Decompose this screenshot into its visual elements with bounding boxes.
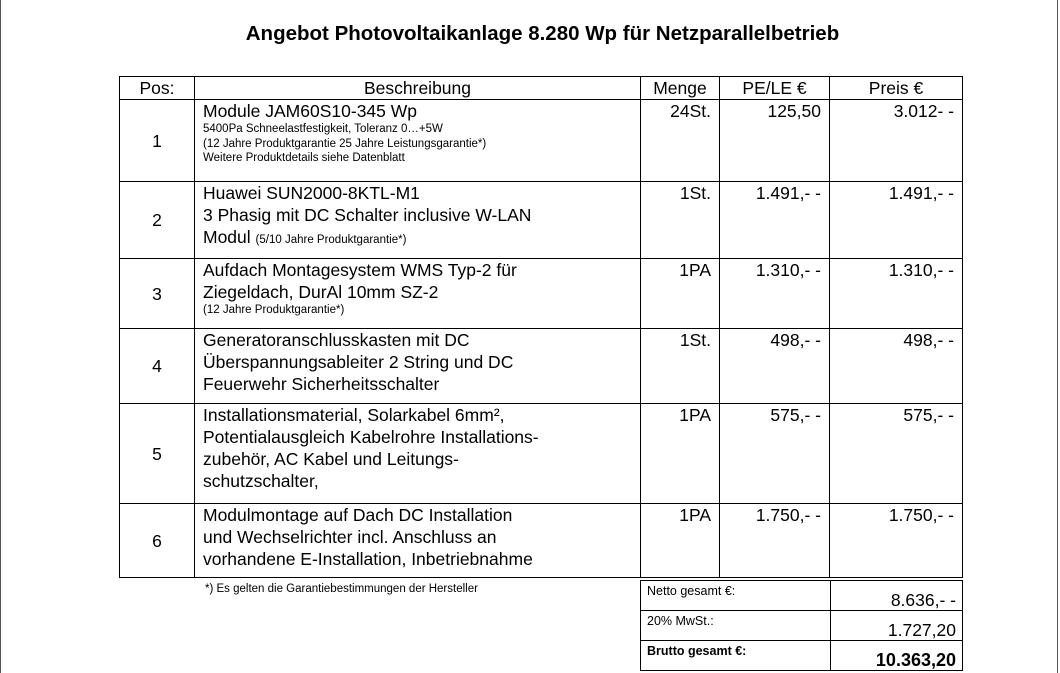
- netto-value: 8.636,- -: [831, 581, 963, 611]
- row-description: [195, 182, 641, 259]
- row-description: [195, 100, 641, 182]
- brutto-label: Brutto gesamt €:: [641, 641, 831, 671]
- table-row: [120, 100, 963, 182]
- row-description-line: 3 Phasig mit DC Schalter inclusive W-LAN: [203, 205, 532, 225]
- row-warranty-note: (12 Jahre Produktgarantie*): [203, 304, 345, 316]
- row-description-line: Überspannungsableiter 2 String und DC: [203, 352, 514, 372]
- table-row: [120, 404, 963, 504]
- row-description-line: Modul: [203, 227, 251, 247]
- row-price: 3.012- -: [830, 100, 963, 182]
- brutto-value: 10.363,20: [831, 641, 963, 671]
- row-description: [195, 329, 641, 404]
- header-price: Preis €: [830, 77, 963, 100]
- document-title: Angebot Photovoltaikanlage 8.280 Wp für Netzparallelbetrieb: [245, 22, 840, 45]
- row-quantity: 1PA: [641, 404, 720, 504]
- row-pos: 6: [120, 504, 195, 578]
- page-right-edge: [1057, 0, 1058, 673]
- table-header-row: [120, 77, 963, 100]
- row-description-line: Aufdach Montagesystem WMS Typ-2 für: [203, 260, 517, 280]
- header-unit-price: PE/LE €: [720, 77, 830, 100]
- row-description: [195, 404, 641, 504]
- row-pos: 3: [120, 259, 195, 329]
- row-price: 1.750,- -: [830, 504, 963, 578]
- row-pos: 1: [120, 100, 195, 182]
- row-quantity: 1St.: [641, 329, 720, 404]
- row-description-line: Installationsmaterial, Solarkabel 6mm²,: [203, 405, 505, 425]
- row-price: 498,- -: [830, 329, 963, 404]
- row-quantity: 24St.: [641, 100, 720, 182]
- table-row: [120, 329, 963, 404]
- row-description-line: und Wechselrichter incl. Anschluss an: [203, 527, 497, 547]
- row-description-line: Module JAM60S10-345 Wp: [203, 101, 417, 121]
- totals-table: [640, 580, 963, 671]
- row-description-line: Generatoranschlusskasten mit DC: [203, 330, 470, 350]
- row-description: [195, 259, 641, 329]
- table-row: [120, 504, 963, 578]
- row-description-line: schutzschalter,: [203, 471, 319, 491]
- row-warranty-note: (5/10 Jahre Produktgarantie*): [255, 234, 407, 246]
- row-pos: 2: [120, 182, 195, 259]
- row-description-detail: 5400Pa Schneelastfestigkeit, Toleranz 0…+5W: [203, 123, 443, 135]
- row-description-detail: Weitere Produktdetails siehe Datenblatt: [203, 152, 405, 164]
- warranty-footnote: *) Es gelten die Garantiebestimmungen der Hersteller: [205, 583, 478, 595]
- row-unit-price: 1.310,- -: [720, 259, 830, 329]
- row-quantity: 1PA: [641, 259, 720, 329]
- totals-row-mwst: [641, 611, 963, 641]
- row-unit-price: 1.491,- -: [720, 182, 830, 259]
- row-description-line: Modulmontage auf Dach DC Installation: [203, 505, 513, 525]
- row-unit-price: 575,- -: [720, 404, 830, 504]
- row-description-line: zubehör, AC Kabel und Leitungs-: [203, 449, 459, 469]
- totals-row-brutto: [641, 641, 963, 671]
- netto-label: Netto gesamt €:: [641, 581, 831, 611]
- row-description-line: Feuerwehr Sicherheitsschalter: [203, 374, 440, 394]
- offer-table: [119, 76, 963, 578]
- totals-row-netto: [641, 581, 963, 611]
- header-quantity: Menge: [641, 77, 720, 100]
- row-description-line: Ziegeldach, DurAl 10mm SZ-2: [203, 282, 439, 302]
- row-price: 1.491,- -: [830, 182, 963, 259]
- mwst-label: 20% MwSt.:: [641, 611, 831, 641]
- row-description: [195, 504, 641, 578]
- row-description-detail: (12 Jahre Produktgarantie 25 Jahre Leistungsgarantie*): [203, 137, 487, 150]
- table-row: [120, 182, 963, 259]
- table-row: [120, 259, 963, 329]
- row-quantity: 1PA: [641, 504, 720, 578]
- row-price: 1.310,- -: [830, 259, 963, 329]
- mwst-value: 1.727,20: [831, 611, 963, 641]
- row-pos: 5: [120, 404, 195, 504]
- row-price: 575,- -: [830, 404, 963, 504]
- row-description-line: vorhandene E-Installation, Inbetriebnahme: [203, 549, 533, 569]
- row-pos: 4: [120, 329, 195, 404]
- page-left-edge: [0, 0, 1, 673]
- row-unit-price: 1.750,- -: [720, 504, 830, 578]
- row-unit-price: 498,- -: [720, 329, 830, 404]
- header-pos: Pos:: [120, 77, 195, 100]
- row-description-line: Potentialausgleich Kabelrohre Installations-: [203, 427, 539, 447]
- row-unit-price: 125,50: [720, 100, 830, 182]
- row-description-line: Huawei SUN2000-8KTL-M1: [203, 183, 420, 203]
- row-quantity: 1St.: [641, 182, 720, 259]
- header-description: Beschreibung: [195, 77, 641, 100]
